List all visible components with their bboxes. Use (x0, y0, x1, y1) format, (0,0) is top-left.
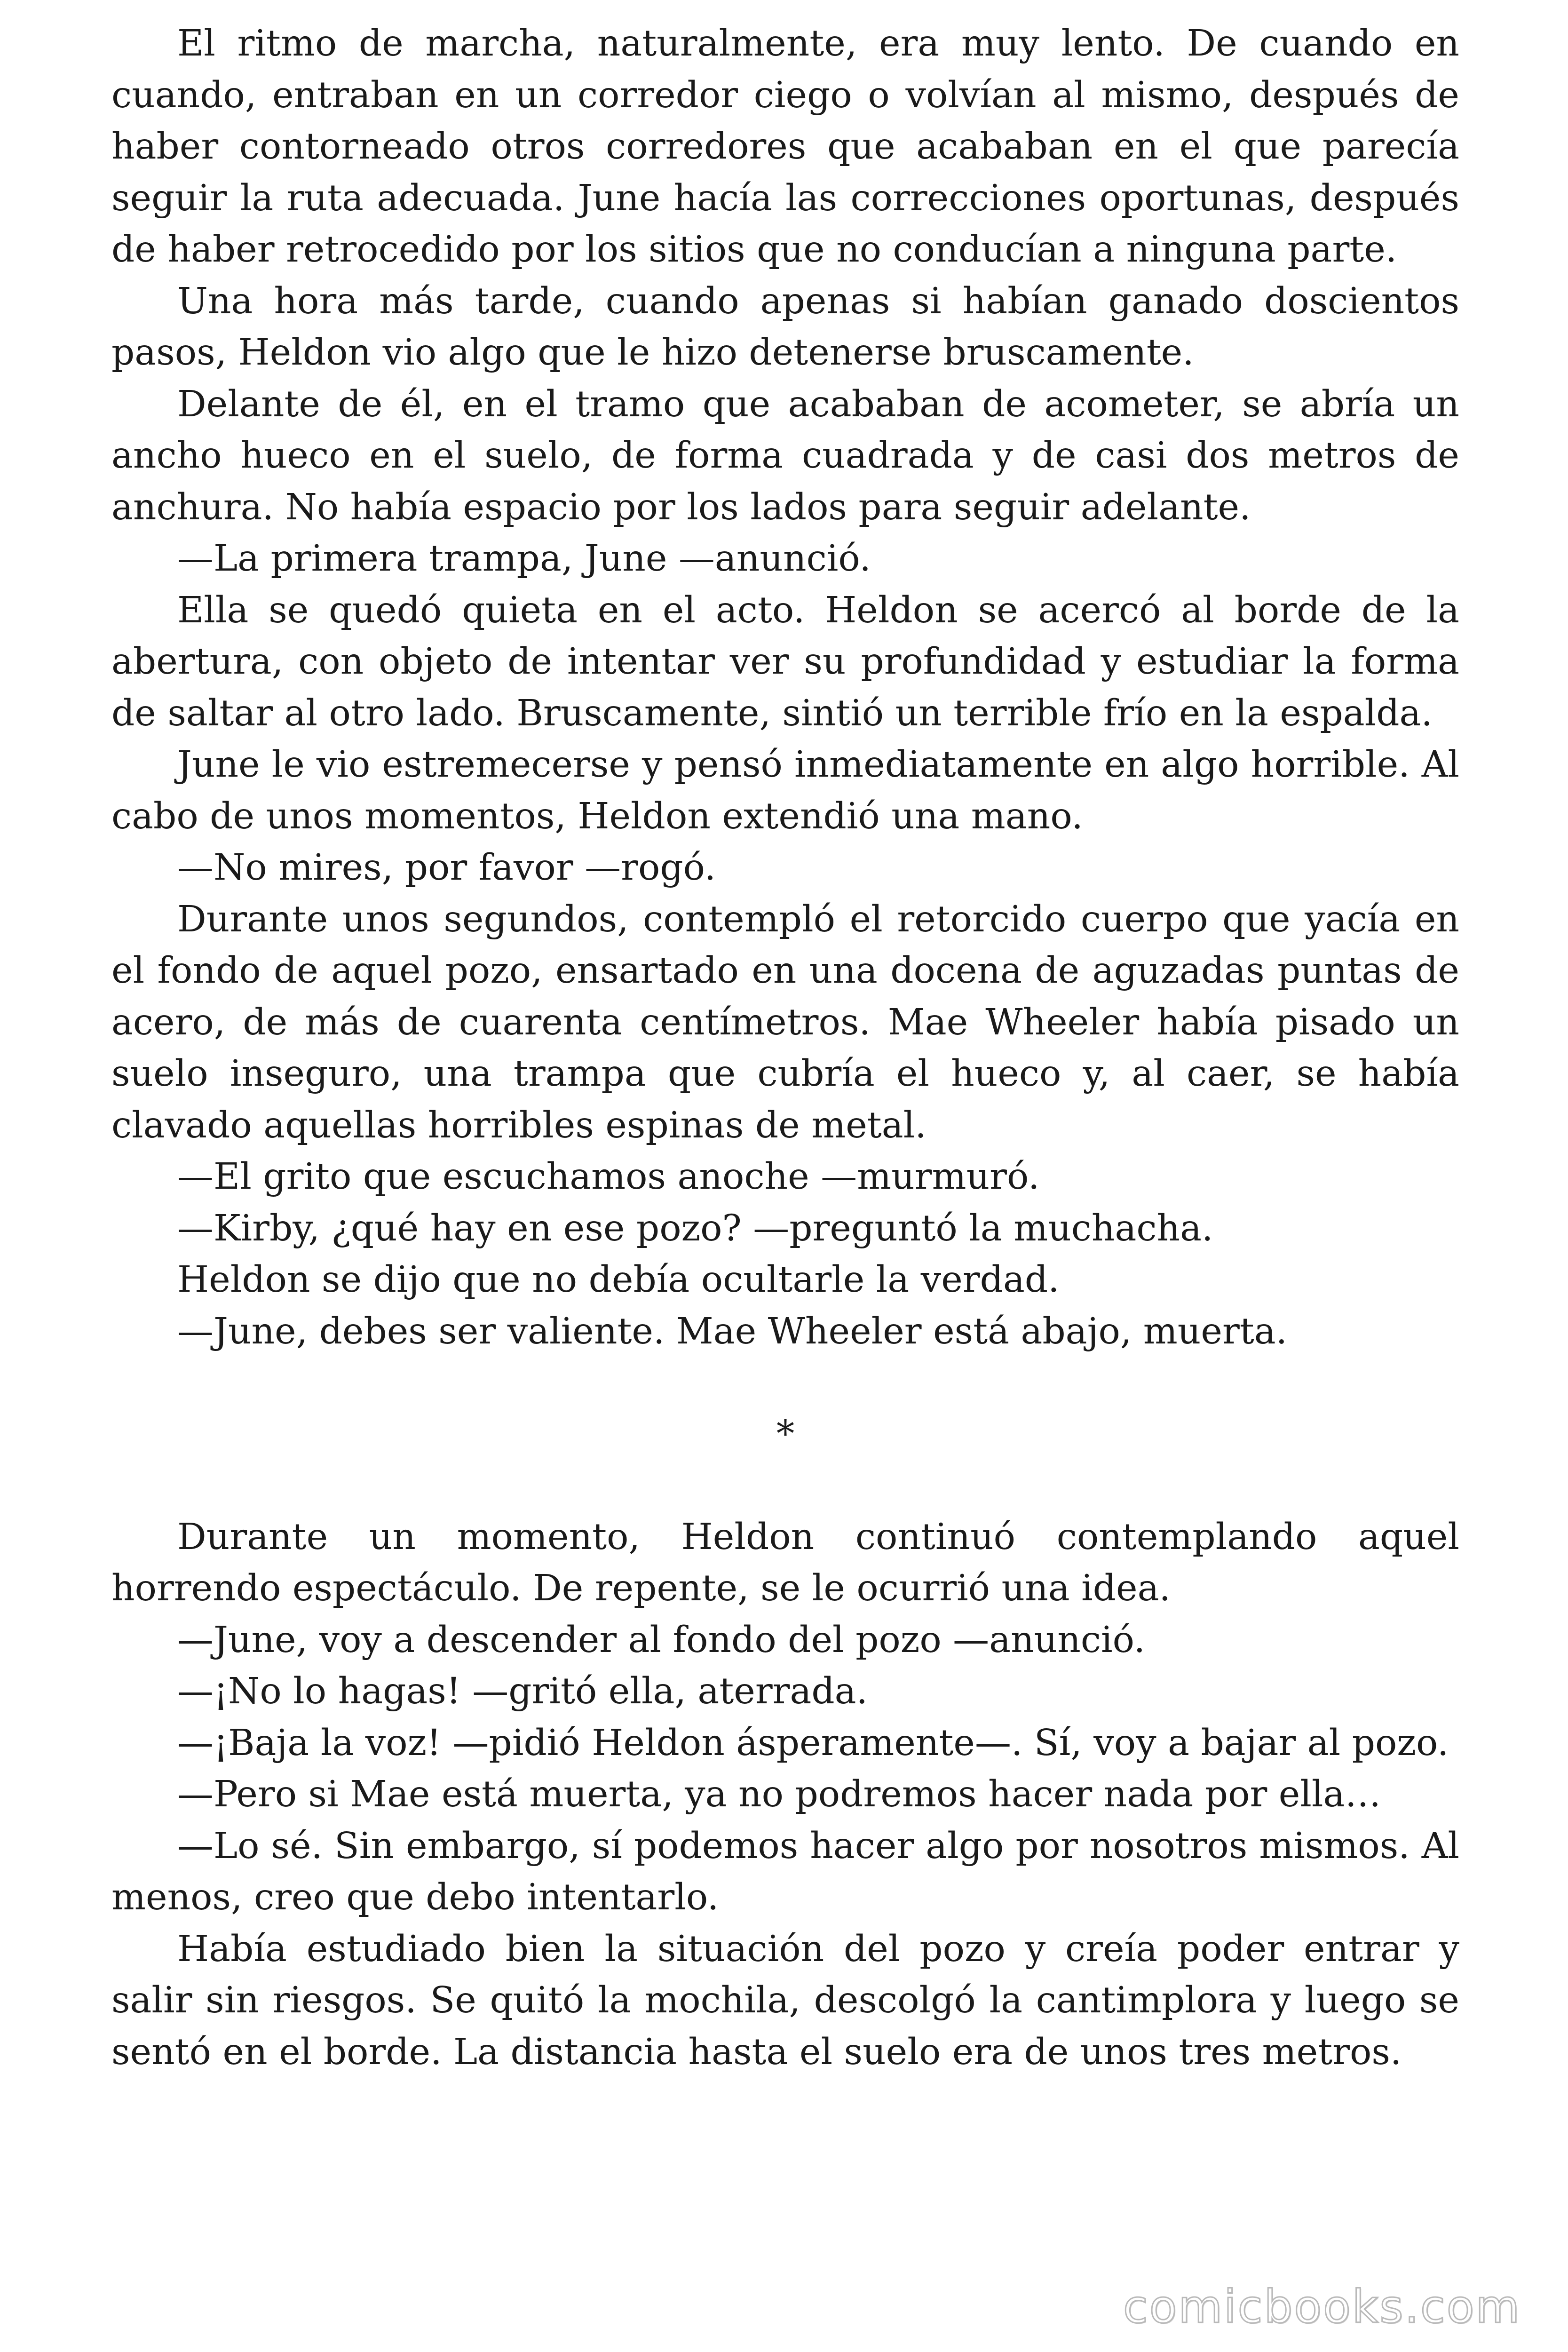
paragraph: Delante de él, en el tramo que acababan de acometer, se abría un ancho hueco en el suelo, de forma cuadrada y de casi dos metros de anchura. No había espacio por los lados para seguir adelante. (111, 383, 1459, 528)
section-gap (111, 1460, 1459, 1511)
dialogue-line: —June, voy a descender al fondo del pozo —anunció. (177, 1619, 1146, 1661)
paragraph: Una hora más tarde, cuando apenas si habían ganado doscientos pasos, Heldon vio algo que le hizo detenerse bruscamente. (111, 280, 1459, 373)
paragraph: June le vio estremecerse y pensó inmediatamente en algo horrible. Al cabo de unos momentos, Heldon extendió una mano. (111, 744, 1459, 837)
dialogue-line: —El grito que escuchamos anoche —murmuró. (177, 1156, 1040, 1198)
dialogue-line: —¡No lo hagas! —gritó ella, aterrada. (177, 1670, 868, 1712)
paragraph: Ella se quedó quieta en el acto. Heldon se acercó al borde de la abertura, con objeto de intentar ver su profundidad y estudiar la forma de saltar al otro lado. Bruscamente, sintió un terrible frío en la espalda. (111, 589, 1459, 734)
watermark: comicbooks.com (1123, 2280, 1521, 2333)
dialogue-line: —Kirby, ¿qué hay en ese pozo? —preguntó la muchacha. (177, 1207, 1213, 1249)
dialogue-line: —June, debes ser valiente. Mae Wheeler está abajo, muerta. (177, 1310, 1288, 1352)
section-before (111, 18, 1459, 1357)
paragraph: Heldon se dijo que no debía ocultarle la verdad. (177, 1259, 1060, 1301)
dialogue-line: —No mires, por favor —rogó. (177, 847, 716, 889)
section-after (111, 1511, 1459, 2078)
section-gap (111, 1357, 1459, 1408)
paragraph: Durante un momento, Heldon continuó contemplando aquel horrendo espectáculo. De repente, se le ocurrió una idea. (111, 1516, 1459, 1609)
page-body (111, 18, 1459, 2078)
section-separator: * (776, 1413, 795, 1455)
dialogue-line: —Lo sé. Sin embargo, sí podemos hacer algo por nosotros mismos. Al menos, creo que debo intentarlo. (111, 1825, 1459, 1918)
dialogue-line: —La primera trampa, June —anunció. (177, 538, 871, 580)
dialogue-line: —¡Baja la voz! —pidió Heldon ásperamente—. Sí, voy a bajar al pozo. (177, 1722, 1449, 1764)
paragraph: Durante unos segundos, contempló el retorcido cuerpo que yacía en el fondo de aquel pozo, ensartado en una docena de aguzadas puntas de acero, de más de cuarenta centímetros. Mae Wheeler había pisado un suelo inseguro, una trampa que cubría el hueco y, al caer, se había clavado aquellas horribles espinas de metal. (111, 898, 1459, 1146)
dialogue-line: —Pero si Mae está muerta, ya no podremos hacer nada por ella… (177, 1773, 1381, 1815)
paragraph: Había estudiado bien la situación del pozo y creía poder entrar y salir sin riesgos. Se quitó la mochila, descolgó la cantimplora y luego se sentó en el borde. La distancia hasta el suelo era de unos tres metros. (111, 1928, 1459, 2073)
paragraph: El ritmo de marcha, naturalmente, era muy lento. De cuando en cuando, entraban en un corredor ciego o volvían al mismo, después de haber contorneado otros corredores que acababan en el que parecía seguir la ruta adecuada. June hacía las correcciones oportunas, después de haber retrocedido por los sitios que no conducían a ninguna parte. (111, 23, 1459, 270)
